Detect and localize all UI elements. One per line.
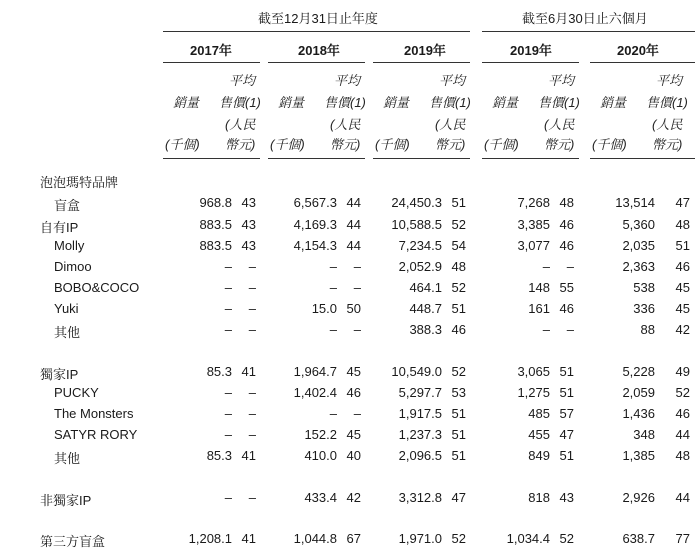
table-cell: 15.0 — [311, 301, 337, 316]
rule2-2017 — [163, 158, 260, 159]
table-cell: 41 — [241, 531, 256, 546]
table-cell: 1,034.4 — [506, 531, 550, 546]
row-label: 盲盒 — [54, 198, 81, 213]
table-cell: 388.3 — [409, 322, 442, 337]
table-cell: 47 — [675, 195, 690, 210]
table-cell: 55 — [559, 280, 574, 295]
table-cell: 2,052.9 — [398, 259, 442, 274]
year-header-2019-annual: 2019年 — [404, 43, 446, 58]
table-cell: 2,363 — [622, 259, 655, 274]
sales-volume-header: 銷量 — [173, 95, 200, 110]
table-cell: 51 — [451, 195, 466, 210]
table-cell: 53 — [451, 385, 466, 400]
table-cell: 10,549.0 — [391, 364, 442, 379]
table-cell: 5,297.7 — [398, 385, 442, 400]
table-cell: – — [353, 406, 361, 421]
avg-price-header: 平均 — [439, 73, 466, 88]
table-cell: – — [566, 322, 574, 337]
table-cell: 46 — [451, 322, 466, 337]
rule2-2019h — [482, 158, 579, 159]
table-cell: 52 — [451, 364, 466, 379]
table-cell: 44 — [346, 217, 361, 232]
six-month-header-rule — [482, 31, 695, 32]
table-cell: 52 — [559, 531, 574, 546]
table-cell: 46 — [559, 217, 574, 232]
table-cell: – — [353, 259, 361, 274]
sales-volume-unit: (千個) — [165, 137, 200, 152]
row-label: BOBO&COCO — [54, 280, 140, 295]
table-cell: 44 — [675, 427, 690, 442]
rule-2018 — [268, 62, 365, 63]
table-cell: 51 — [559, 364, 574, 379]
table-cell: 148 — [528, 280, 550, 295]
table-cell: 883.5 — [199, 238, 232, 253]
table-cell: 52 — [451, 217, 466, 232]
table-cell: 41 — [241, 448, 256, 463]
table-cell: – — [329, 280, 337, 295]
table-cell: 336 — [633, 301, 655, 316]
avg-price-header: 售價(1) — [429, 95, 471, 110]
row-label: Molly — [54, 238, 85, 253]
year-header-2018: 2018年 — [298, 43, 340, 58]
table-cell: 88 — [640, 322, 655, 337]
table-cell: 47 — [451, 490, 466, 505]
avg-price-header: 售價(1) — [324, 95, 366, 110]
table-cell: 50 — [346, 301, 361, 316]
table-cell: 43 — [241, 238, 256, 253]
row-label: 第三方盲盒 — [40, 534, 106, 549]
table-cell: 1,964.7 — [293, 364, 337, 379]
avg-price-header: 售價(1) — [219, 95, 261, 110]
table-cell: 41 — [241, 364, 256, 379]
table-cell: 10,588.5 — [391, 217, 442, 232]
table-cell: – — [224, 301, 232, 316]
row-label: 其他 — [54, 325, 81, 340]
avg-price-unit: (人民 — [330, 117, 361, 132]
sales-volume-header: 銷量 — [600, 95, 627, 110]
table-cell: 538 — [633, 280, 655, 295]
avg-price-header: 平均 — [229, 73, 256, 88]
table-cell: 48 — [451, 259, 466, 274]
annual-header-rule — [163, 31, 470, 32]
rule2-2019a — [373, 158, 470, 159]
row-label: SATYR RORY — [54, 427, 138, 442]
table-cell: 3,065 — [517, 364, 550, 379]
avg-price-unit: (人民 — [544, 117, 575, 132]
rule-2019a — [373, 62, 470, 63]
table-cell: – — [353, 322, 361, 337]
table-cell: 485 — [528, 406, 550, 421]
row-label: 其他 — [54, 451, 81, 466]
rule-2020h — [590, 62, 695, 63]
table-cell: – — [329, 406, 337, 421]
table-cell: 24,450.3 — [391, 195, 442, 210]
table-cell: 51 — [675, 238, 690, 253]
avg-price-header: 平均 — [656, 73, 683, 88]
table-cell: 85.3 — [206, 364, 232, 379]
row-label: Dimoo — [54, 259, 92, 274]
year-header-2019-half: 2019年 — [510, 43, 552, 58]
table-cell: 48 — [675, 448, 690, 463]
table-cell: 2,096.5 — [398, 448, 442, 463]
table-cell: – — [353, 280, 361, 295]
table-cell: 44 — [675, 490, 690, 505]
table-cell: 1,971.0 — [398, 531, 442, 546]
table-cell: 849 — [528, 448, 550, 463]
avg-price-unit: 幣元) — [544, 137, 575, 152]
rule2-2020h — [590, 158, 695, 159]
table-cell: 51 — [451, 448, 466, 463]
table-cell: 13,514 — [615, 195, 655, 210]
six-month-period-header: 截至6月30日止六個月 — [522, 11, 648, 26]
row-label: The Monsters — [54, 406, 134, 421]
table-cell: 7,268 — [517, 195, 550, 210]
table-cell: 3,385 — [517, 217, 550, 232]
sales-volume-unit: (千個) — [484, 137, 519, 152]
table-cell: 51 — [559, 385, 574, 400]
table-cell: – — [542, 259, 550, 274]
sales-volume-unit: (千個) — [375, 137, 410, 152]
sales-volume-header: 銷量 — [492, 95, 519, 110]
table-cell: – — [329, 322, 337, 337]
table-cell: 52 — [451, 280, 466, 295]
table-cell: 40 — [346, 448, 361, 463]
row-label: Yuki — [54, 301, 79, 316]
table-cell: 1,402.4 — [293, 385, 337, 400]
table-cell: 43 — [241, 217, 256, 232]
row-label: 非獨家IP — [40, 493, 92, 508]
avg-price-header: 平均 — [548, 73, 575, 88]
table-cell: 1,385 — [622, 448, 655, 463]
table-cell: 46 — [559, 301, 574, 316]
table-cell: 51 — [451, 406, 466, 421]
table-cell: 3,312.8 — [398, 490, 442, 505]
table-cell: – — [248, 406, 256, 421]
table-cell: 48 — [675, 217, 690, 232]
table-cell: 44 — [346, 195, 361, 210]
sales-volume-unit: (千個) — [270, 137, 305, 152]
table-cell: 818 — [528, 490, 550, 505]
annual-period-header: 截至12月31日止年度 — [258, 11, 378, 26]
table-cell: 45 — [675, 301, 690, 316]
table-cell: 883.5 — [199, 217, 232, 232]
table-cell: 7,234.5 — [398, 238, 442, 253]
table-cell: 46 — [559, 238, 574, 253]
table-cell: 47 — [559, 427, 574, 442]
table-cell: 1,436 — [622, 406, 655, 421]
row-label: PUCKY — [54, 385, 99, 400]
table-cell: – — [329, 259, 337, 274]
table-cell: 433.4 — [304, 490, 337, 505]
avg-price-header: 售價(1) — [538, 95, 580, 110]
sales-volume-unit: (千個) — [592, 137, 627, 152]
table-cell: – — [224, 427, 232, 442]
table-cell: – — [224, 322, 232, 337]
table-cell: – — [224, 490, 232, 505]
table-cell: – — [248, 322, 256, 337]
table-cell: 455 — [528, 427, 550, 442]
table-cell: 968.8 — [199, 195, 232, 210]
table-cell: – — [248, 385, 256, 400]
table-cell: – — [248, 301, 256, 316]
table-cell: 2,059 — [622, 385, 655, 400]
table-cell: – — [224, 259, 232, 274]
table-cell: 52 — [451, 531, 466, 546]
table-cell: 2,035 — [622, 238, 655, 253]
sales-volume-header: 銷量 — [278, 95, 305, 110]
table-cell: 6,567.3 — [293, 195, 337, 210]
table-cell: – — [248, 490, 256, 505]
table-cell: 45 — [346, 427, 361, 442]
table-cell: 2,926 — [622, 490, 655, 505]
table-cell: 43 — [241, 195, 256, 210]
table-cell: 42 — [346, 490, 361, 505]
table-cell: 1,044.8 — [293, 531, 337, 546]
table-cell: 161 — [528, 301, 550, 316]
avg-price-unit: 幣元) — [225, 137, 256, 152]
rule-2019h — [482, 62, 579, 63]
avg-price-unit: (人民 — [435, 117, 466, 132]
row-label: 自有IP — [40, 220, 79, 235]
table-cell: 638.7 — [622, 531, 655, 546]
table-cell: 1,208.1 — [188, 531, 232, 546]
avg-price-unit: 幣元) — [435, 137, 466, 152]
table-cell: 54 — [451, 238, 466, 253]
table-cell: 49 — [675, 364, 690, 379]
table-cell: 3,077 — [517, 238, 550, 253]
table-cell: 77 — [675, 531, 690, 546]
table-cell: 46 — [675, 406, 690, 421]
rule-2017 — [163, 62, 260, 63]
row-label: 獨家IP — [40, 367, 79, 382]
table-cell: – — [248, 259, 256, 274]
table-cell: 1,237.3 — [398, 427, 442, 442]
table-cell: – — [248, 280, 256, 295]
rule2-2018 — [268, 158, 365, 159]
avg-price-unit: (人民 — [225, 117, 256, 132]
table-cell: 51 — [559, 448, 574, 463]
table-cell: 410.0 — [304, 448, 337, 463]
table-cell: 52 — [675, 385, 690, 400]
table-cell: 46 — [346, 385, 361, 400]
table-cell: 42 — [675, 322, 690, 337]
sales-volume-header: 銷量 — [383, 95, 410, 110]
table-cell: 5,360 — [622, 217, 655, 232]
table-cell: 5,228 — [622, 364, 655, 379]
table-cell: 1,917.5 — [398, 406, 442, 421]
table-cell: 67 — [346, 531, 361, 546]
table-cell: 51 — [451, 301, 466, 316]
avg-price-unit: 幣元) — [652, 137, 683, 152]
table-cell: 152.2 — [304, 427, 337, 442]
table-cell: 4,154.3 — [293, 238, 337, 253]
table-cell: 464.1 — [409, 280, 442, 295]
year-header-2017: 2017年 — [190, 43, 232, 58]
avg-price-header: 平均 — [334, 73, 361, 88]
table-cell: – — [224, 385, 232, 400]
table-cell: – — [566, 259, 574, 274]
avg-price-unit: 幣元) — [330, 137, 361, 152]
year-header-2020-half: 2020年 — [617, 43, 659, 58]
table-cell: 45 — [346, 364, 361, 379]
table-cell: 46 — [675, 259, 690, 274]
avg-price-header: 售價(1) — [646, 95, 688, 110]
table-cell: – — [224, 280, 232, 295]
table-cell: 45 — [675, 280, 690, 295]
table-cell: 1,275 — [517, 385, 550, 400]
table-cell: 448.7 — [409, 301, 442, 316]
avg-price-unit: (人民 — [652, 117, 683, 132]
row-label: 泡泡瑪特品牌 — [40, 175, 119, 190]
table-cell: 4,169.3 — [293, 217, 337, 232]
table-cell: 51 — [451, 427, 466, 442]
table-cell: 44 — [346, 238, 361, 253]
table-cell: 57 — [559, 406, 574, 421]
table-cell: 85.3 — [206, 448, 232, 463]
table-cell: 43 — [559, 490, 574, 505]
table-cell: 48 — [559, 195, 574, 210]
table-cell: – — [542, 322, 550, 337]
table-cell: – — [224, 406, 232, 421]
table-cell: – — [248, 427, 256, 442]
table-cell: 348 — [633, 427, 655, 442]
